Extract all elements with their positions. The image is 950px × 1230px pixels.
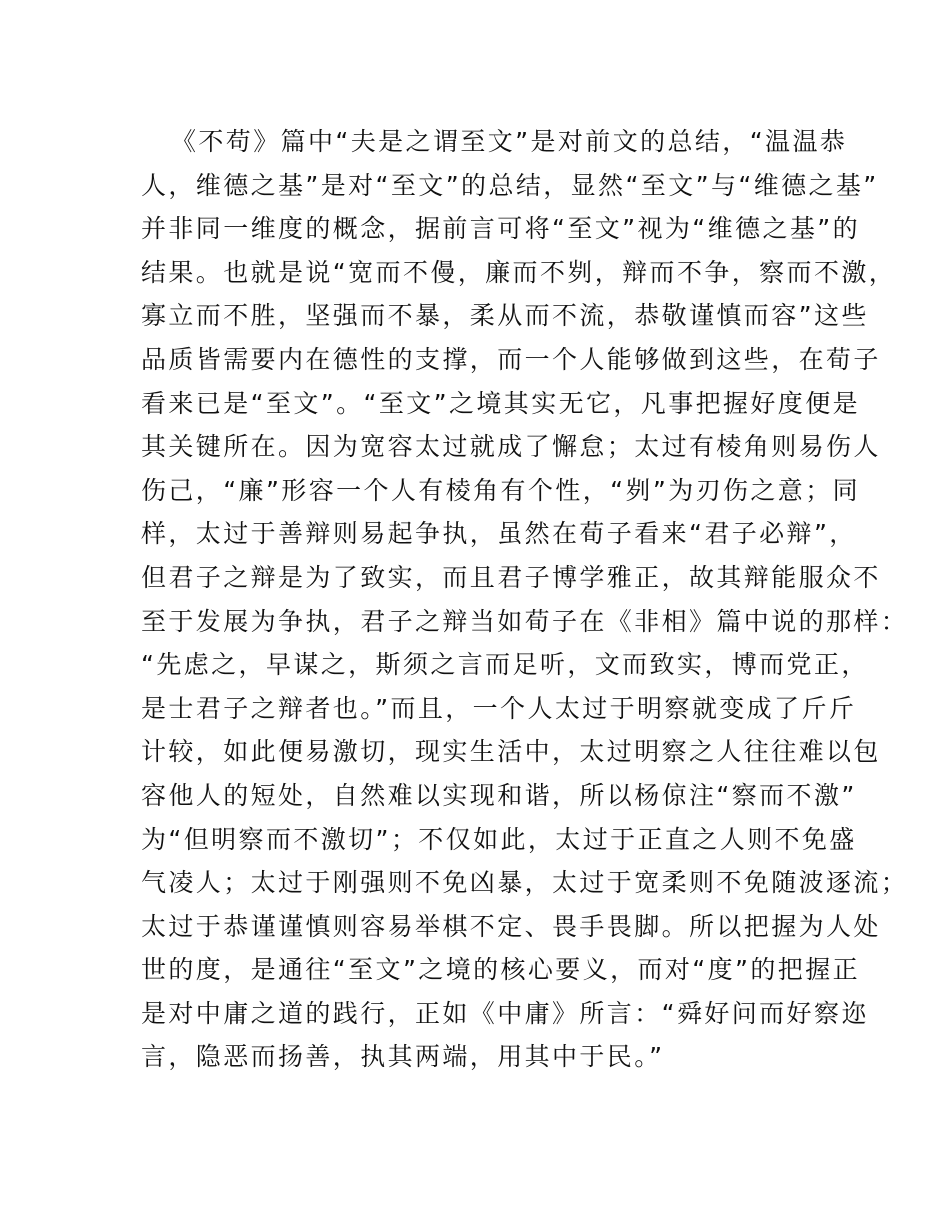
text-line: 为“但明察而不激切”；不仅如此，太过于正直之人则不免盛 bbox=[141, 824, 857, 854]
text-line: 结果。也就是说“宽而不僈，廉而不刿，辩而不争，察而不激， bbox=[141, 257, 897, 287]
text-line: 计较，如此便易激切，现实生活中，太过明察之人往往难以包 bbox=[141, 737, 881, 767]
text-line: 其关键所在。因为宽容太过就成了懈怠；太过有棱角则易伤人 bbox=[141, 432, 881, 462]
text-line: “先虑之，早谋之，斯须之言而足听，文而致实，博而党正， bbox=[141, 650, 869, 680]
text-line: 看来已是“至文”。“至文”之境其实无它，凡事把握好度便是 bbox=[141, 388, 861, 418]
text-line: 气凌人；太过于刚强则不免凶暴，太过于宽柔则不免随波逐流； bbox=[141, 868, 909, 898]
text-line: 世的度，是通往“至文”之境的核心要义，而对“度”的把握正 bbox=[141, 955, 861, 985]
text-line: 太过于恭谨谨慎则容易举棋不定、畏手畏脚。所以把握为人处 bbox=[141, 911, 881, 941]
text-line: 寡立而不胜，坚强而不暴，柔从而不流，恭敬谨慎而容”这些 bbox=[141, 301, 869, 331]
text-line: 品质皆需要内在德性的支撑，而一个人能够做到这些，在荀子 bbox=[141, 344, 881, 374]
body-paragraph bbox=[141, 120, 909, 1079]
text-line: 言，隐恶而扬善，执其两端，用其中于民。” bbox=[141, 1042, 665, 1072]
text-line: 容他人的短处，自然难以实现和谐，所以杨倞注“察而不激” bbox=[141, 780, 857, 810]
text-line: 是对中庸之道的践行，正如《中庸》所言：“舜好问而好察迩 bbox=[141, 998, 869, 1028]
text-line: 并非同一维度的概念，据前言可将“至文”视为“维德之基”的 bbox=[141, 214, 861, 244]
text-line: 是士君子之辩者也。”而且，一个人太过于明察就变成了斤斤 bbox=[141, 693, 857, 723]
text-line: 但君子之辩是为了致实，而且君子博学雅正，故其辩能服众不 bbox=[141, 562, 881, 592]
text-line: 样，太过于善辩则易起争执，虽然在荀子看来“君子必辩”， bbox=[141, 519, 857, 549]
text-line: 人，维德之基”是对“至文”的总结，显然“至文”与“维德之基” bbox=[141, 170, 879, 200]
text-line: 伤己，“廉”形容一个人有棱角有个性，“刿”为刃伤之意；同 bbox=[141, 475, 861, 505]
text-line: 至于发展为争执，君子之辩当如荀子在《非相》篇中说的那样： bbox=[141, 606, 909, 636]
text-line: 《不苟》篇中“夫是之谓至文”是对前文的总结，“温温恭 bbox=[171, 127, 848, 156]
